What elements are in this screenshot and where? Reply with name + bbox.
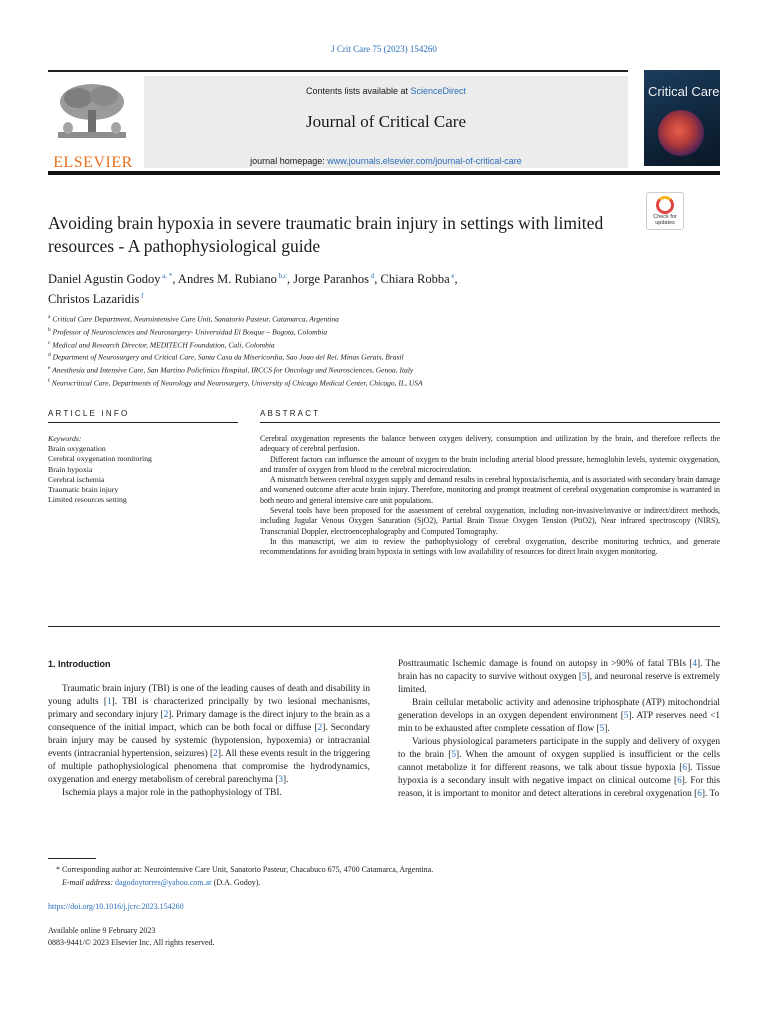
email-link[interactable]: dagodoytorres@yahoo.com.ar (115, 877, 212, 887)
homepage-link[interactable]: www.journals.elsevier.com/journal-of-critical-care (327, 156, 522, 166)
reference-link[interactable]: 2 (317, 723, 323, 733)
abstract-paragraph: A mismatch between cerebral oxygen supply and demand results in cerebral hypoxia/ischemia, and is associated with secondary brain damage and worsened outcome after acute brain injury. Therefore, monitoring and prompt treatment of cerebral oxygenation compromise is warranted in both neuro and general intensive care unit populations. (260, 475, 720, 505)
crossmark-icon (656, 196, 674, 214)
journal-masthead (48, 70, 720, 172)
keyword-item: Traumatic brain injury (48, 485, 119, 495)
reference-link[interactable]: 6 (677, 776, 682, 786)
body-paragraph: Ischemia plays a major role in the pathophysiology of TBI. (62, 788, 282, 798)
affiliation-item: $^c$ Medical and Research Director, MEDITECH Foundation, Cali, Colombia (48, 339, 275, 350)
body-column-right (398, 658, 720, 801)
doi-link[interactable]: https://doi.org/10.1016/j.jcrc.2023.154260 (48, 902, 184, 911)
abstract-paragraph: In this manuscript, we aim to review the pathophysiology of cerebral oxygenation, describe monitoring technics, and generate recommendations for avoiding brain hypoxia in settings with low availability of resources for direct brain oxygen monitoring. (260, 536, 720, 557)
journal-cover-thumbnail[interactable] (644, 70, 720, 166)
elsevier-tree-icon (54, 80, 130, 140)
publisher-wordmark: ELSEVIER (53, 154, 133, 171)
abstract-rule (260, 422, 720, 423)
copyright-notice: 0883-9441/© 2023 Elsevier Inc. All rights reserved. (48, 938, 215, 947)
article-title: Avoiding brain hypoxia in severe traumatic brain injury in settings with limited resources - A pathophysiological guide (48, 213, 604, 256)
author-affil-sup[interactable]: a, * (162, 272, 173, 280)
reference-link[interactable]: 2 (213, 749, 218, 759)
crossmark-label-1: Check for (653, 214, 677, 220)
abstract-body (260, 434, 720, 558)
keyword-item: Cerebral oxygenation monitoring (48, 454, 152, 464)
masthead-top-rule (48, 70, 628, 72)
contents-prefix: Contents lists available at (305, 86, 411, 96)
author-affil-sup[interactable]: d (370, 272, 375, 280)
author-name[interactable]: Chiara Robba (380, 272, 450, 287)
body-paragraph: Brain cellular metabolic activity and adenosine triphosphate (ATP) mitochondrial generation develops in an oxygen dependent environment [5]. ATP reserves need <1 min to be exhausted after complete cessation of flow [5]. (398, 698, 720, 734)
cover-title: Critical Care (648, 84, 720, 99)
keywords-label: Keywords: (48, 434, 82, 443)
affiliation-item: $^f$ Neurocritical Care, Departments of Neurology and Neurosurgery, University of Chicago Medical Center, Chicago, IL, USA (48, 377, 423, 388)
reference-link[interactable]: 4 (692, 659, 698, 669)
affiliation-item: $^d$ Department of Neurosurgery and Critical Care, Santa Casa da Misericordia, Sao Joao del Rei, Minas Gerais, Brasil (48, 352, 404, 362)
keyword-item: Brain oxygenation (48, 444, 106, 454)
affiliation-list (48, 312, 668, 389)
journal-name: Journal of Critical Care (305, 112, 467, 131)
affiliation-item: $^e$ Anesthesia and Intensive Care, San Martino Policlinico Hospital, IRCCS for Oncology and Neurosciences, Genoa, Italy (48, 365, 414, 375)
keyword-item: Limited resources setting (48, 495, 127, 505)
section-heading-introduction: 1. Introduction (48, 659, 111, 669)
publication-info (48, 925, 215, 949)
author-name[interactable]: Christos Lazaridis (48, 292, 140, 307)
footnote-rule (48, 858, 96, 859)
journal-homepage (144, 156, 628, 166)
elsevier-logo (48, 76, 138, 171)
article-info-heading: ARTICLE INFO (48, 409, 130, 418)
keywords-list (48, 434, 238, 505)
reference-link[interactable]: 5 (451, 750, 457, 760)
masthead-bottom-rule (48, 171, 720, 175)
corresponding-author-text: * Corresponding author at: Neurointensive Care Unit, Sanatorio Pasteur, Chacabuco 675, 4700 Catamarca, Argentina. (56, 865, 434, 874)
keyword-item: Brain hypoxia (48, 464, 93, 474)
author-list: Daniel Agustin Godoy $^{a, *}$, Andres M. Rubiano $^{b,c}$, Jorge Paranhos $^d$, Chiara Robba $^e$, Christos Lazaridis $^f$ (48, 272, 458, 307)
journal-banner (144, 76, 628, 168)
available-online: Available online 9 February 2023 (48, 926, 156, 935)
reference-link[interactable]: 5 (599, 724, 605, 734)
reference-link[interactable]: 6 (682, 763, 688, 773)
email-label: E-mail address: (62, 877, 116, 887)
abstract-paragraph: Cerebral oxygenation represents the balance between oxygen delivery, consumption and utilization by the brain, and therefore reflects the adequacy of cerebral perfusion. (260, 434, 720, 454)
abstract-heading: ABSTRACT (260, 409, 321, 418)
crossmark-label-2: updates (655, 220, 675, 226)
corresponding-author-footnote (48, 864, 720, 889)
email-suffix: (D.A. Godoy). (211, 877, 261, 887)
author-name[interactable]: Andres M. Rubiano (177, 272, 277, 287)
check-for-updates-button[interactable] (646, 192, 684, 230)
reference-link[interactable]: 6 (697, 789, 702, 799)
journal-citation[interactable]: J Crit Care 75 (2023) 154260 (331, 44, 437, 54)
keyword-item: Cerebral ischemia (48, 474, 105, 484)
affiliation-item: $^a$ Critical Care Department, Neurointensive Care Unit, Sanatorio Pasteur, Catamarca, Argentina (48, 314, 339, 324)
body-paragraph: Posttraumatic Ischemic damage is found on autopsy in >90% of fatal TBIs [4]. The brain has no capacity to survive without oxygen [5], and neuronal reserve is extremely limited. (398, 659, 721, 695)
abstract-paragraph: Several tools have been proposed for the assessment of cerebral oxygenation, including non-invasive/invasive or indirect/direct methods, including Jugular Venous Oxygen Saturation (SjO2), Partial Brain Tissue Oxygen Tension (PtiO2), Near infrared spectroscopy (NIRS), Transcranial Doppler, electroencephalography and Computed Tomography. (260, 506, 720, 536)
abstract-paragraph: Different factors can influence the amount of oxygen to the brain including arterial blood pressure, hemoglobin levels, systemic oxygenation, and transfer of oxygen from blood to the cerebral microcirculation. (260, 454, 720, 474)
homepage-label: journal homepage: (250, 156, 328, 166)
body-paragraph: Various physiological parameters participate in the supply and delivery of oxygen to the brain [5]. When the amount of oxygen supplied is insufficient or the cells cannot metabolize it for different reasons, we talk about tissue hypoxia [6]. Tissue hypoxia is a secondary insult with negative impact on clinical outcome [6]. For this reason, it is important to monitor and detect alterations in cerebral oxygenation [6]. To (398, 737, 721, 799)
reference-link[interactable]: 5 (623, 711, 629, 721)
reference-link[interactable]: 3 (278, 775, 284, 785)
cover-brain-image (658, 110, 704, 156)
email-line (48, 877, 720, 890)
sciencedirect-link[interactable]: ScienceDirect (410, 86, 467, 96)
reference-link[interactable]: 2 (163, 710, 169, 720)
contents-available (144, 86, 628, 96)
reference-link[interactable]: 1 (106, 697, 112, 707)
abstract-end-rule (48, 626, 720, 627)
body-paragraph: Traumatic brain injury (TBI) is one of the leading causes of death and disability in young adults [1]. TBI is characterized principally by two lesional mechanisms, primary and secondary injury [2]. Primary damage is the direct injury to the brain as a consequence of the initial impact, which can be both focal or diffuse [2]. Secondary brain injury may be caused by systemic (hypotension, hypoxemia) or intracranial events (intracranial hypertension, seizures) [2]. All these events result in the triggering of multiple pathophysiological phenomena that compromise the hydrodynamics, oxygenation and energy metabolism of cerebral parenchyma [3]. (48, 684, 370, 785)
body-column-left (48, 658, 370, 800)
article-info-rule (48, 422, 238, 423)
affiliation-item: $^b$ Professor of Neurosciences and Neurosurgery- Universidad El Bosque – Bogota, Colombia (48, 326, 328, 337)
author-affil-sup[interactable]: e (451, 272, 455, 280)
author-name[interactable]: Jorge Paranhos (293, 272, 370, 287)
author-affil-sup[interactable]: f (141, 292, 144, 301)
author-affil-sup[interactable]: b,c (278, 272, 287, 280)
reference-link[interactable]: 5 (582, 672, 587, 682)
author-name[interactable]: Daniel Agustin Godoy (48, 272, 161, 287)
